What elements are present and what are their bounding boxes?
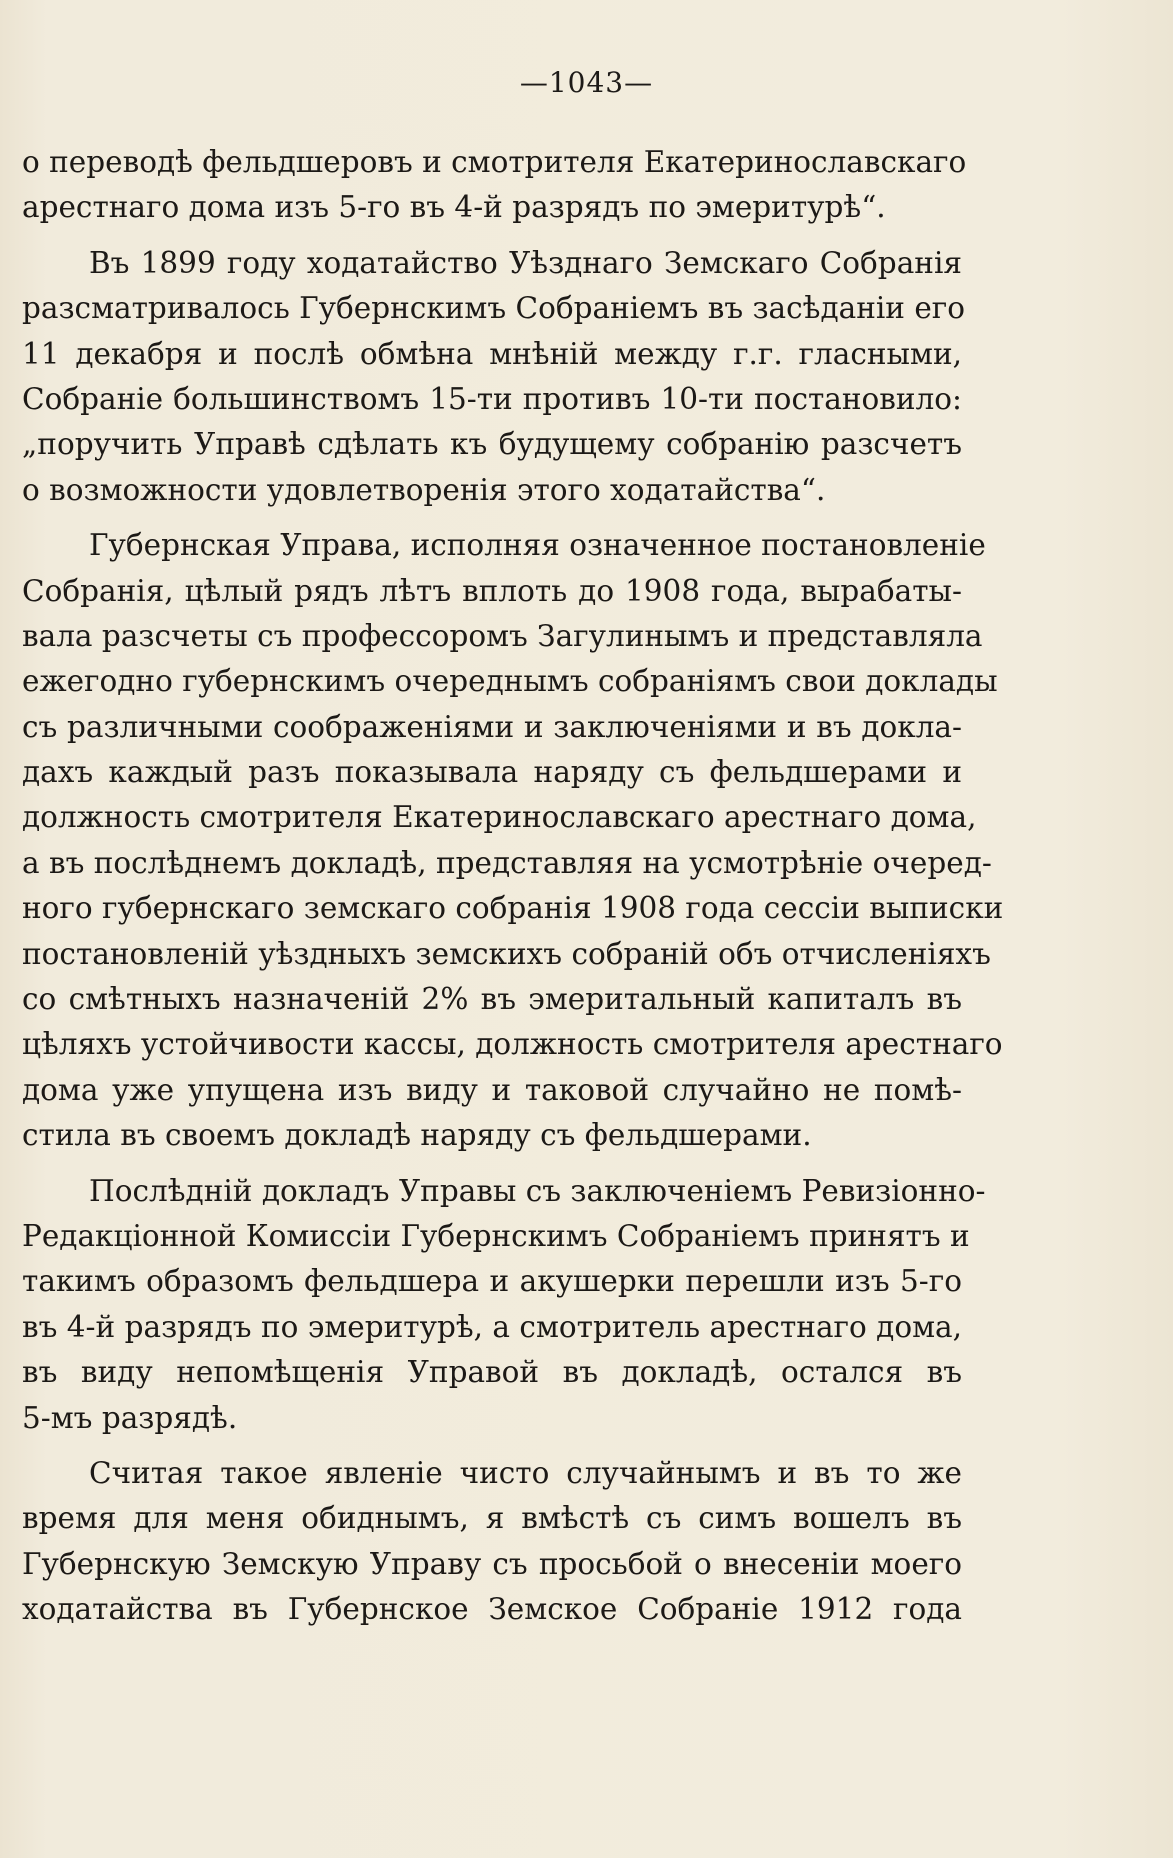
text-line: Считая такое явленіе чисто случайнымъ и въ то же bbox=[89, 1455, 962, 1490]
text-line: Собранія, цѣлый рядъ лѣтъ вплоть до 1908 года, вырабаты- bbox=[22, 573, 962, 608]
paragraph-gap bbox=[22, 1441, 962, 1451]
text-line: о переводѣ фельдшеровъ и смотрителя Екатеринославскаго bbox=[22, 145, 967, 179]
text-line: „поручить Управѣ сдѣлать къ будущему собранію разсчетъ bbox=[22, 427, 962, 462]
body-text bbox=[22, 140, 1004, 1633]
text-line: а въ послѣднемъ докладѣ, представляя на усмотрѣніе очеред- bbox=[22, 845, 992, 880]
text-line: разсматривалось Губернскимъ Собраніемъ въ засѣданіи его bbox=[22, 291, 966, 326]
text-line: вала разсчеты съ профессоромъ Загулинымъ и представляла bbox=[22, 618, 983, 653]
paragraph-3 bbox=[22, 523, 1004, 1158]
paragraph-gap bbox=[22, 231, 962, 241]
text-line: съ различными соображеніями и заключеніями и въ докла- bbox=[22, 709, 962, 744]
text-line: 5-мъ разрядѣ. bbox=[22, 1400, 238, 1435]
text-line: должность смотрителя Екатеринославскаго арестнаго дома, bbox=[22, 800, 977, 835]
text-line: со смѣтныхъ назначеній 2% въ эмеритальный капиталъ въ bbox=[22, 982, 962, 1017]
text-line: дома уже упущена изъ виду и таковой случайно не помѣ- bbox=[22, 1072, 962, 1107]
text-line: ного губернскаго земскаго собранія 1908 года сессіи выписки bbox=[22, 891, 1004, 926]
paragraph-gap bbox=[22, 513, 962, 523]
text-line: время для меня обиднымъ, я вмѣстѣ съ симъ вошелъ въ bbox=[22, 1501, 962, 1536]
paragraph-gap bbox=[22, 1159, 962, 1169]
text-line: арестнаго дома изъ 5-го въ 4-й разрядъ по эмеритурѣ“. bbox=[22, 190, 886, 225]
text-line: Губернскую Земскую Управу съ просьбой о внесеніи моего bbox=[22, 1546, 962, 1581]
text-line: въ 4-й разрядъ по эмеритурѣ, а смотритель арестнаго дома, bbox=[22, 1309, 962, 1344]
text-line: Послѣдній докладъ Управы съ заключеніемъ Ревизіонно- bbox=[89, 1173, 986, 1208]
text-line: Редакціонной Комиссіи Губернскимъ Собраніемъ принятъ и bbox=[22, 1218, 970, 1253]
text-line: о возможности удовлетворенія этого ходатайства“. bbox=[22, 472, 826, 507]
text-line: 11 декабря и послѣ обмѣна мнѣній между г.г. гласными, bbox=[22, 336, 962, 371]
text-line: Губернская Управа, исполняя означенное постановленіе bbox=[89, 528, 986, 563]
text-line: Собраніе большинствомъ 15-ти противъ 10-ти постановило: bbox=[22, 381, 962, 416]
text-line: стила въ своемъ докладѣ наряду съ фельдшерами. bbox=[22, 1118, 812, 1153]
paragraph-1 bbox=[22, 140, 967, 231]
text-line: дахъ каждый разъ показывала наряду съ фельдшерами и bbox=[22, 755, 962, 790]
page-number: —1043— bbox=[519, 66, 654, 99]
text-line: въ виду непомѣщенія Управой въ докладѣ, остался въ bbox=[22, 1355, 962, 1390]
text-line: цѣляхъ устойчивости кассы, должность смотрителя арестнаго bbox=[22, 1027, 1003, 1062]
text-line: ежегодно губернскимъ очереднымъ собраніямъ свои доклады bbox=[22, 664, 998, 699]
paragraph-5 bbox=[22, 1451, 962, 1633]
text-line: такимъ образомъ фельдшера и акушерки перешли изъ 5-го bbox=[22, 1264, 962, 1299]
text-line: ходатайства въ Губернское Земское Собраніе 1912 года bbox=[22, 1592, 962, 1627]
text-line: постановленій уѣздныхъ земскихъ собраній объ отчисленіяхъ bbox=[22, 936, 991, 971]
paragraph-2 bbox=[22, 241, 966, 513]
text-line: Въ 1899 году ходатайство Уѣзднаго Земскаго Собранія bbox=[89, 245, 962, 280]
paragraph-4 bbox=[22, 1169, 986, 1441]
